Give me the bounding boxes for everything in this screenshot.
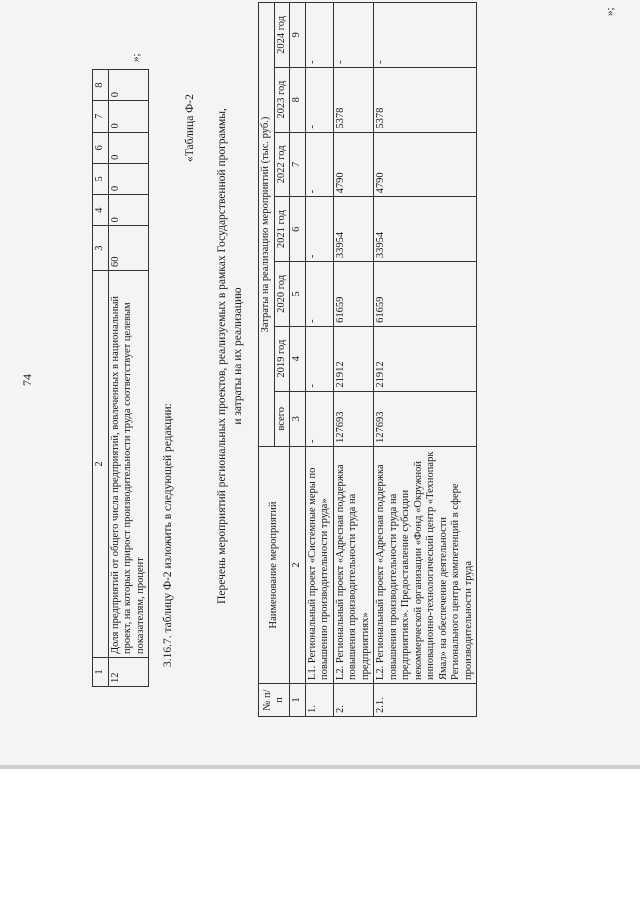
table-heading: Перечень мероприятий региональных проектов, реализуемых в рамках Государственной программы, и затраты на их реализацию — [216, 108, 244, 604]
table-header-row: 1 2 3 4 5 6 7 8 — [93, 70, 109, 687]
table-index-row: 1 2 3 4 5 6 7 8 9 — [290, 3, 306, 717]
table-row: 2.1. L2. Региональный проект «Адресная поддержка повышения производительности труда на предприятиях». Предоставление субсидии некоммерческой организации «Фонд «Окружной инновационно-технологический центр «Технопарк Ямал» на обеспечение деятельности Регионального центра компетенций в сфере производительности труда 127693 21912 61659 33954 4790 5378 - — [374, 3, 477, 717]
table-costs — [258, 2, 477, 717]
table-indicators — [92, 69, 149, 687]
quote-close: »; — [604, 7, 616, 16]
table-subheader-row: всего 2019 год 2020 год 2021 год 2022 год 2023 год 2024 год — [274, 3, 290, 717]
table-row: 2. L2. Региональный проект «Адресная поддержка повышения производительности труда на предприятиях» 127693 21912 61659 33954 4790 5378 - — [333, 3, 374, 717]
page-edge — [0, 765, 640, 769]
table-row: 1. L1. Региональный проект «Системные меры по повышению производительности труда» - - - - - - - — [305, 3, 333, 717]
table-label: «Таблица Ф-2 — [184, 94, 196, 162]
instruction-text: 3.16.7. таблицу Ф-2 изложить в следующей редакции: — [162, 403, 174, 667]
table-row: 12 Доля предприятий от общего числа предприятий, вовлеченных в национальный проект, на которых прирост производительности труда соответствует целевым показателям, процент 60 0 0 0 0 0 — [108, 70, 149, 687]
quote-close: »; — [130, 53, 142, 62]
rotated-document — [14, 7, 624, 762]
table-header-row: № п/п Наименование мероприятий Затраты на реализацию мероприятий (тыс. руб.) — [259, 3, 275, 717]
page-number: 74 — [20, 374, 34, 386]
